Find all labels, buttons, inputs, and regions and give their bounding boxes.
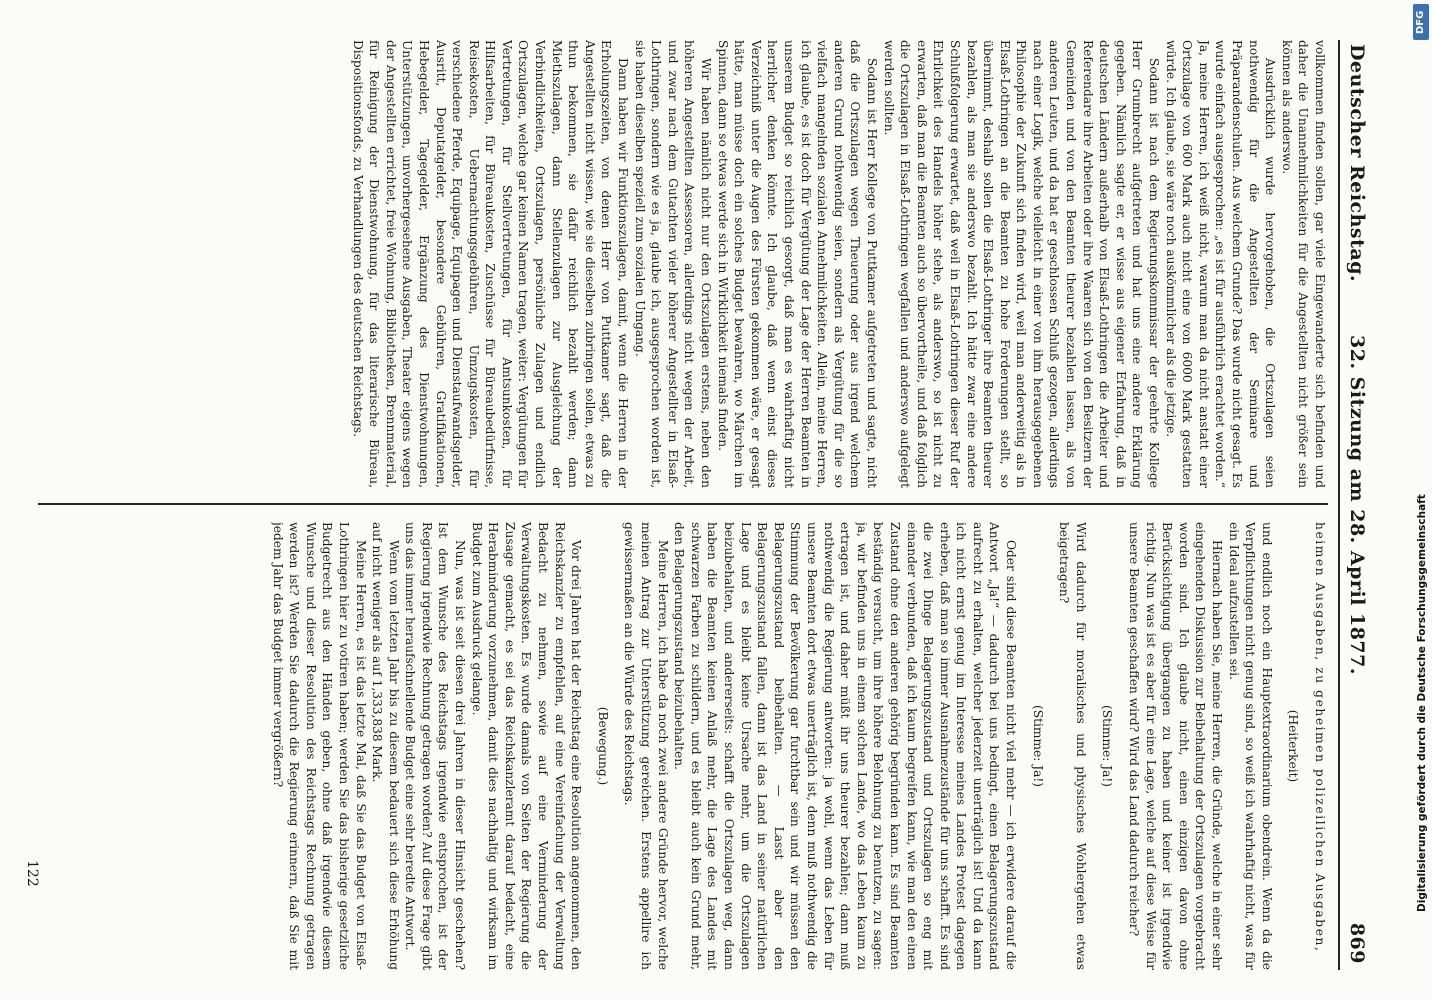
digitization-credit-line: Digitalisierung gefördert durch die Deutsche Forschungsgemeinschaft <box>1416 494 1428 912</box>
right-paragraph: Meine Herren, es ist das letzte Mal, daß Sie das Budget von Elsaß-Lothringen hier zu votiren haben; werden Sie das bisherige gesetzliche Budgetrecht aus den Händen geben, ohne daß irgendwie diesem Wunsche und dieser Resolution des Reichstags Rechnung getragen werden ist? Werden Sie dadurch die Regierung erinnern, daß Sie mit jedem Jahr das Budget immer vergrößern? <box>270 522 368 970</box>
head-page-number: 869 <box>1346 922 1368 964</box>
right-paragraph: Oder sind diese Beamten nicht viel mehr — ich erwidere darauf die Antwort „Ja!“ — dadurch bei uns bedingt, einen Belagerungszustand aufrecht zu erhalten, welcher jederzeit unerträglich ist! Und da kann ich nicht ernst genug im Interesse meines Landes Protest dagegen erheben, daß man so immer Ausnahmezustände für uns schafft. Es sind die zwei Dinge Belagerungszustand und Ortszulagen so eng mit einander verbunden, daß ich kaum begreifen kann, wie man den einen Zustand ohne den anderen gehörig begründen kann. Es sind Beamten beständig versucht, um ihre höhere Belohnung zu benutzen, zu sagen: ja, wir befinden uns in einem solchen Lande, wo das Leben kaum zu ertragen ist, und daher müßt ihr uns theurer bezahlen; dann muß nothwendig die Regierung antworten: ja wohl, wenn das Leben für unsere Beamten dort etwas unerträglich ist, denn muß nothwendig die Stimmung der Bevölkerung gar furchtbar sein und wir müssen den Belagerungszustand beibehalten. — Lasst aber den Belagerungszustand fallen, dann ist das Land in seiner natürlichen Lage und es bleibt keine Ursache mehr, um die Ortszulagen beizubehalten, und andererseits: schafft die Ortszulagen weg, dann haben die Beamten keinen Anlaß mehr, die Lage des Landes mit schwarzen Farben zu schildern, und es bleibt auch kein Grund mehr, den Belagerungszustand beizubehalten. <box>672 522 1019 970</box>
right-text-column <box>28 522 1328 970</box>
right-paragraph: Meine Herren, ich habe da noch zwei andere Gründe hervor, welche meinen Antrag zur Unterstützung gereichen. Erstens appellire ich gewissermaßen an die Würde des Reichstags. <box>622 522 670 970</box>
head-left-title: Deutscher Reichstag. <box>1346 44 1368 283</box>
right-paragraph: und endlich noch ein Hauptextraordinarium obendrein. Wenn da die Verpflichtungen nicht genug sind, so weiß ich wahrhaftig nicht, was für ein Ideal aufzustellen sei. <box>1226 522 1274 970</box>
stage-direction: (Heiterkeit) <box>1286 709 1301 783</box>
left-paragraph: Wir haben nämlich nicht nur den Ortszulagen erstens, neben den höheren Angestellten Assessoren, allerdings nicht wegen der Arbeit, und zwar nach dem Gutachten vieler höherer Angestellter in Elsaß-Lothringen, sondern wie es ja, glaube ich, ausgesprochen worden ist, sie haben dieselben speziell zum sozialen Umgang. <box>632 40 714 488</box>
head-session-title: 32. Sitzung am 28. April 1877. <box>1346 335 1368 675</box>
running-head <box>1338 40 1370 970</box>
right-paragraph: Wird dadurch für moralisches und physisches Wohlergehen etwas beigetragen? <box>1057 522 1088 970</box>
right-paragraph: Vor drei Jahren hat der Reichstag eine Resolution angenommen, den Reichskanzler zu empfehlen, auf eine Vereinfachung der Verwaltung Bedacht zu nehmen, sowie auf eine Verminderung der Verwaltungskosten. Es wurde damals von Seiten der Regierung die Zusage gemacht, es sei das Reichskanzleramt darauf bedacht, eine Herabminderung vorzunehmen, damit dies nachhaltig und wirksam im Budget zum Ausdruck gelange. <box>469 522 584 970</box>
right-paragraph: Hiernach haben Sie, meine Herren, die Gründe, welche in einer sehr eingehenden Diskussion zur Beibehaltung der Ortszulagen vorgebracht worden sind. Ich glaube nicht, einen einzigen davon ohne Berücksichtigung übergangen zu haben und keiner ist irgendwie richtig. Nun was ist es aber für eine Lage, welche auf diese Weise für unsere Beamten geschaffen wird? Wird das Land dadurch reicher? <box>1127 522 1225 970</box>
right-paragraph: Nun, was ist seit diesen drei Jahren in dieser Hinsicht geschehen? Ist dem Wunsche des Reichstags irgendwie entsprochen, ist der Regierung irgendwie Rechnung getragen worden? Auf diese Frage gibt uns das immer heraufschnellende Budget eine sehr beredte Antwort. <box>403 522 468 970</box>
sheet-number: 122 <box>24 860 40 887</box>
stage-direction: (Bewegung.) <box>595 706 610 786</box>
left-paragraph: vollkommen finden sollen, gar viele Eingewanderte sich befinden und daher die Unannehmlichkeiten für die Angestellten nicht größer sein können als anderswo. <box>1279 40 1327 488</box>
left-paragraph: Dann haben wir Funktionszulagen, damit, wenn die Herren in der Erholungszeiten, von denen Herr von Puttkamer sagt, daß die Angestellten nicht wissen, wie sie dieselben zubringen sollen, etwas zu thun bekommen, sie dafür reichlich bezahlt werden; dann Miethszulagen, dann Stellenzulagen zur Ausgleichung der Verbindlichkeiten, Ortszulagen, persönliche Zulagen und endlich Ortszulagen, welche gar keinen Namen tragen, weiter: Vergütungen für Vertretungen, für Stellvertretungen, für Amtsunkosten, für Hilfsarbeiten, für Büreaukosten, Zuschüsse für Büreaubedürfnisse, Reisekosten, Uebernachtungsgebühren, Umzugskosten, für verschiedene Pferde, Equipage, Equipagen und Dienstaufwandsgelder, Ausritt, Deputatgelder, besondere Gebühren, Gratifikationen, Hebegelder, Tagegelder, Ergänzung des Dienstwohnungen, Unterstützungen, unvorhergesehene Ausgaben, Theater eigens wegen der Angestellten errichtet, freie Wohnung, Bibliotheken, Brennmaterial, für Reinigung der Dienstwohnung, für das literarische Büreau, Dispositionsfonds, zu Verhandlungen des deutschen Reichstags. <box>350 40 631 488</box>
right-paragraph: heimen Ausgaben, zu geheimen polizeilichen Ausgaben, <box>1313 522 1327 953</box>
left-paragraph: Sodann ist Herr Kollege von Puttkamer aufgetreten und sagte, nicht daß die Ortszulagen wegen Theuerung oder aus irgend welchem anderen Grund nothwendig seien, sondern als Vergütung für die so vielfach mangelnden sozialen Annehmlichkeiten. Allein, meine Herren, ich glaube, es ist doch für Vergütung der Lage der Herren Beamten in unserem Budget so reichlich gesorgt, daß man es wahrhaftig nicht herrlicher denken könnte. Ich glaube, daß wenn einst dieses Verzeichniß unter die Augen des Fürsten gekommen wäre, er gesagt hätte, man müsse doch ein solches Budget bewahren, wo Märchen im Spinnen, dann so etwas werde sich in Wirklichkeit niemals finden. <box>715 40 879 488</box>
dfg-logo-text: DFG <box>1415 10 1426 34</box>
stage-direction: (Stimme: Ja!) <box>1100 704 1115 787</box>
left-paragraph: Sodann ist nach dem Regierungskommissar der geehrte Kollege Herr Grumbrecht aufgetreten und hat uns eine andere Erklärung gegeben. Nämlich sagte er, er wisse aus eigener Erfahrung, daß in deutschen Ländern außerhalb von Elsaß-Lothringen die Arbeiter und Referendare ihre Arbeiten oder ihre Waaren sich von den Besitzern der Gemeinden und von den Beamten theurer bezahlen lassen, als von anderen Leuten, und da hat er geschlossen Schluß gezogen, allerdings nach einer Logik, welche vielleicht in einer von ihm herausgegebenen Philosophie der Zukunft sich finden wird, weil man anderweitig als in Elsaß-Lothringen an die Beamten zu hohe Forderungen stellt, so übernimmt, deshalb sollen die Elsaß-Lothringer ihre Beamten theurer bezahlen, als man sie anderswo bezahlt. Ich hätte zwar eine andere Schlußfolgerung erwartet, daß weil in Elsaß-Lothringen dieser Ruf der Ehrlichkeit des Handels höher stehe, als anderswo, so ist nicht zu erwarten, daß man die Beamten auch so übervortheile, und daß folglich die Ortszulagen in Elsaß-Lothringen wegfallen und anderswo aufgelegt werden sollten. <box>881 40 1162 488</box>
column-rule <box>38 503 1328 505</box>
left-paragraph: Ausdrücklich wurde hervorgehoben, die Ortszulagen seien nothwendig für die Angestellten der Seminare und Präparandenschulen. Aus welchem Grunde? Das wurde nicht gesagt. Es wurde einfach ausgesprochen: „es ist für ausführlich erachtet worden.“ Ja, meine Herren, ich weiß nicht, warum man da nicht anstatt einer Ortszulage von 600 Mark auch nicht eine von 6000 Mark gestatten würde. Ich glaube, sie wäre noch auskömmlicher als die jetzige. <box>1163 40 1278 488</box>
right-paragraph: Wenn vom letzten Jahr bis zu diesem bedauert sich diese Erhöhung auf nicht weniger als auf 1,333,838 Mark. <box>370 522 401 970</box>
left-text-column <box>28 40 1328 488</box>
stage-direction: (Stimme: Ja!) <box>1030 704 1045 787</box>
